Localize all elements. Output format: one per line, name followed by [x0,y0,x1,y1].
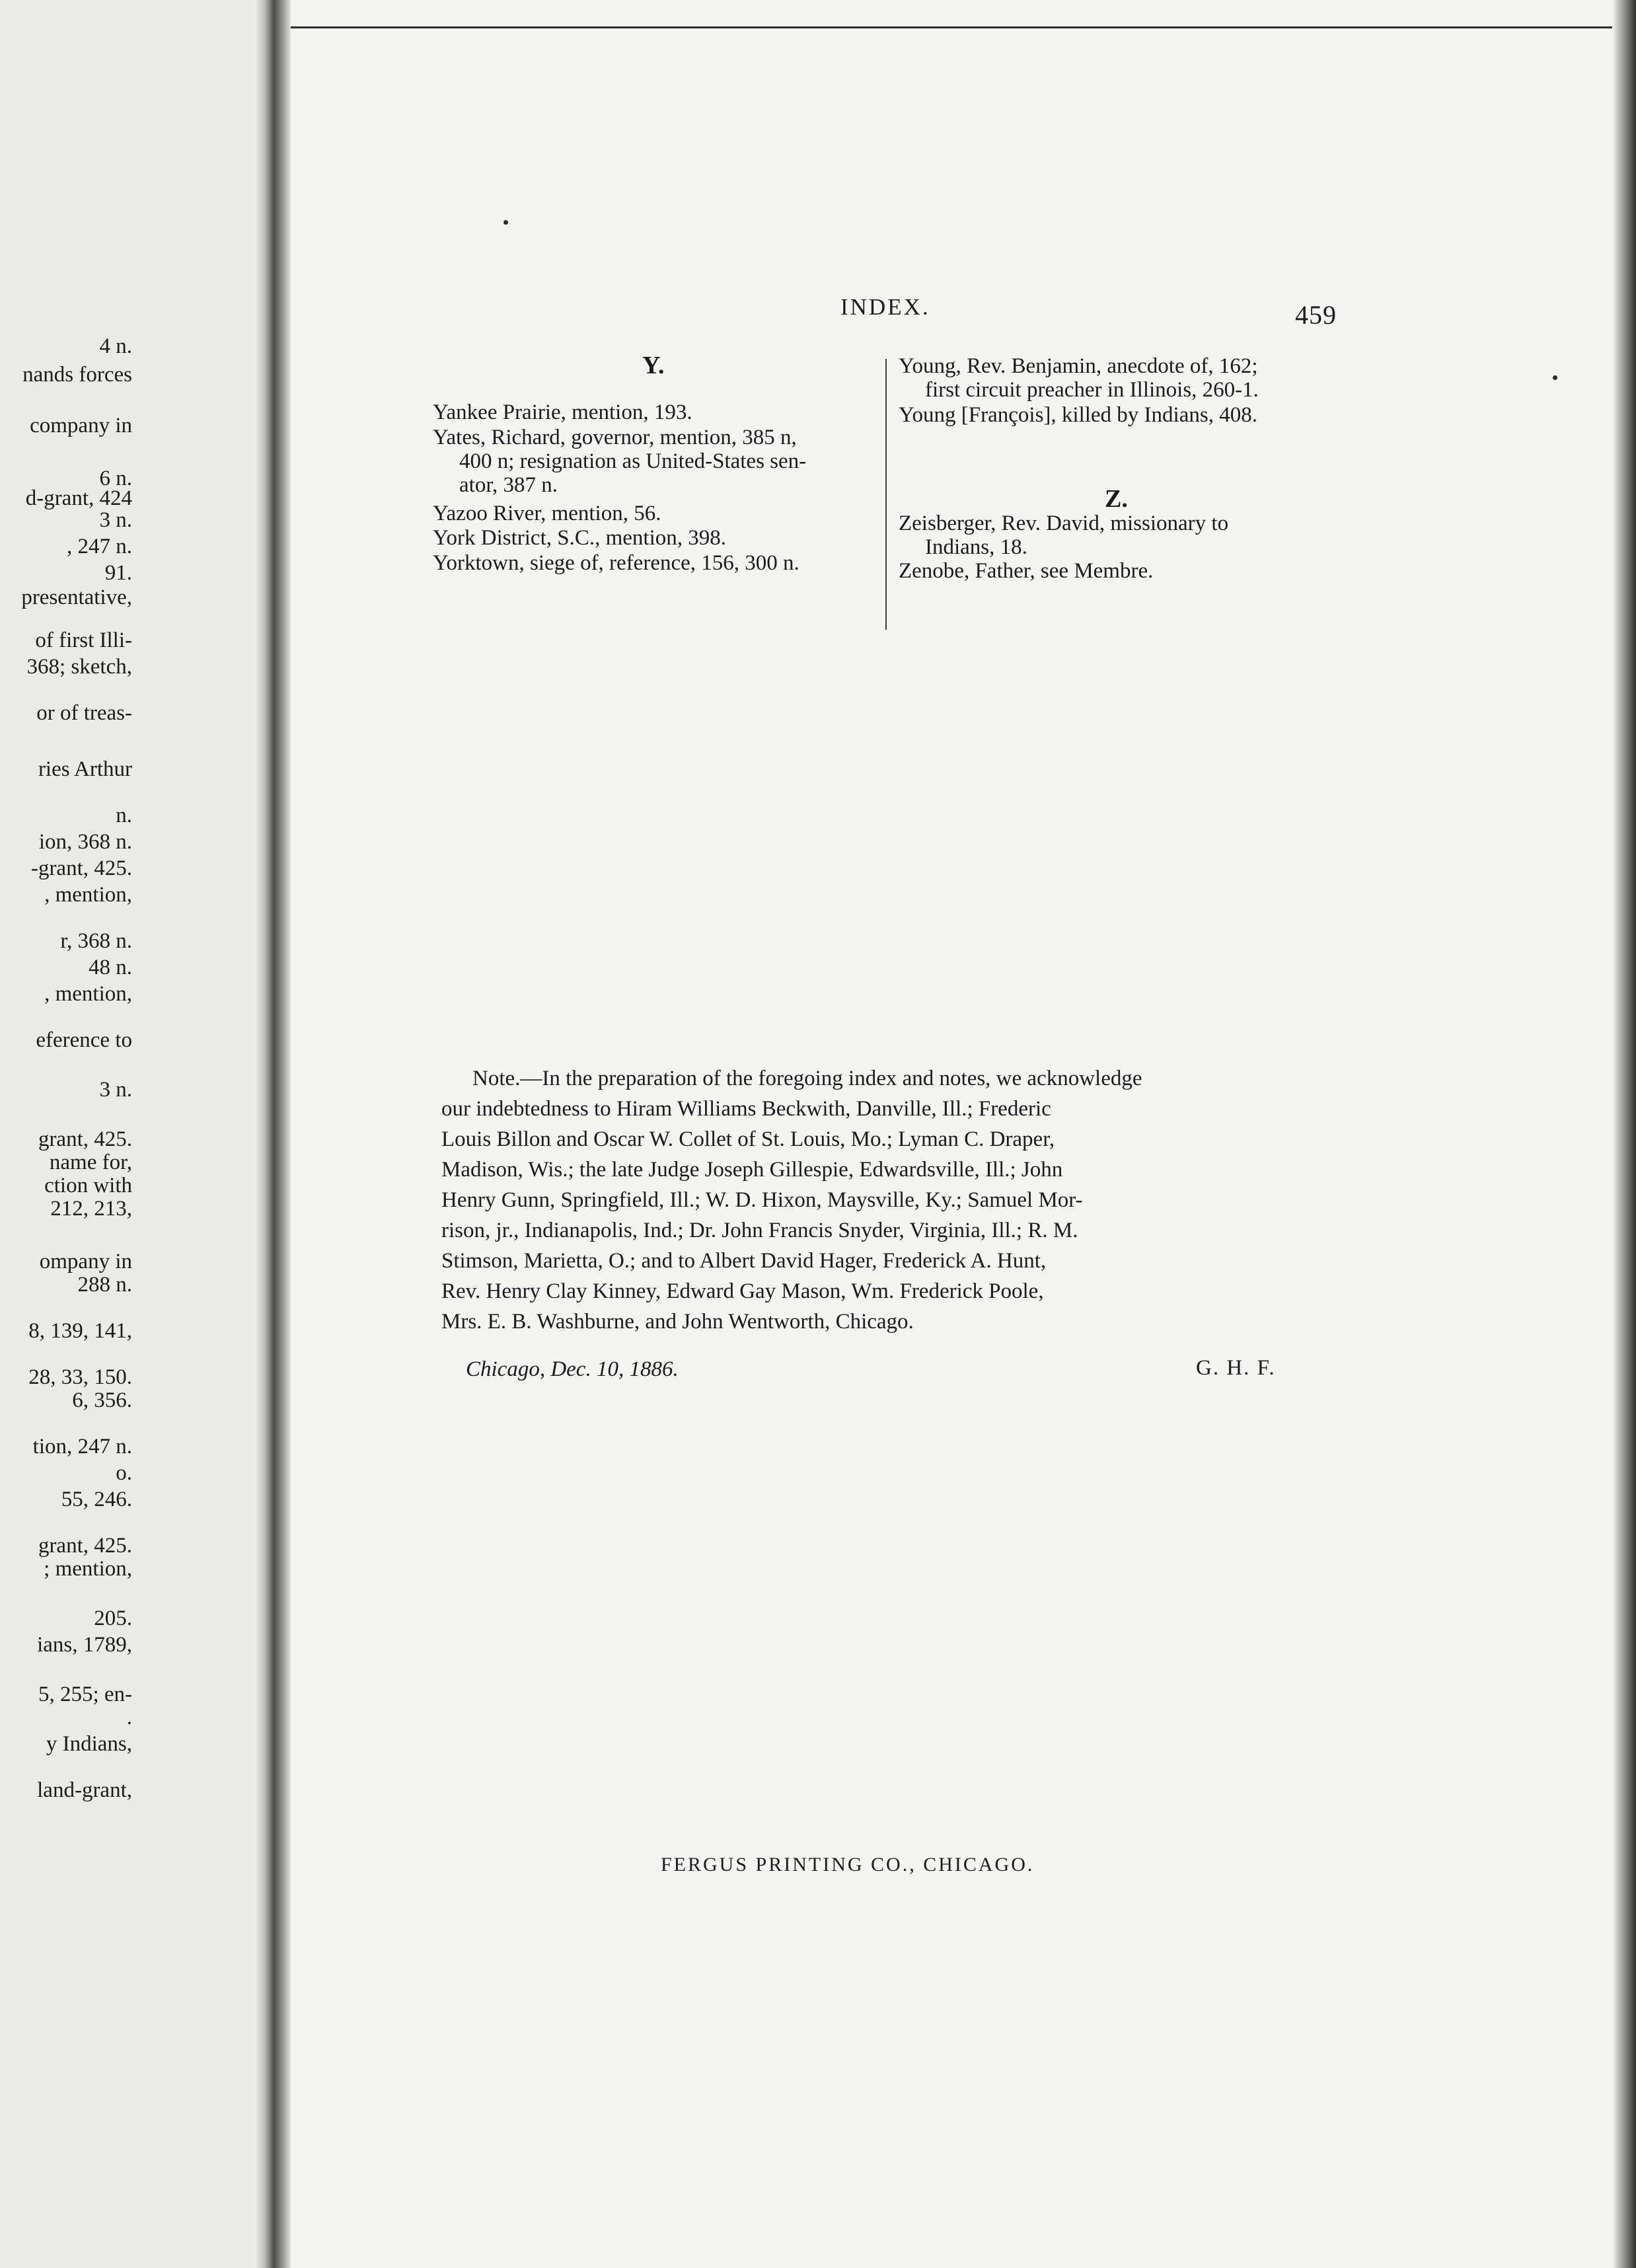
speck-mark [1553,375,1557,380]
left-page-text-fragment: 288 n. [77,1273,132,1297]
index-entry-line: Indians, 18. [925,535,1027,559]
left-page-text-fragment: company in [30,414,132,437]
left-page-text-fragment: nands forces [22,363,132,387]
left-page-text-fragment: 368; sketch, [26,655,132,679]
left-page-text-fragment: 3 n. [99,1078,132,1102]
left-page-text-fragment: , 247 n. [67,535,132,558]
right-page [291,26,1619,2268]
index-entry-line: Zenobe, Father, see Membre. [899,559,1154,583]
index-letter-y: Y. [642,352,665,379]
left-page-text-fragment: 28, 33, 150. [28,1365,132,1389]
left-page-text-fragment: 3 n. [99,508,132,532]
note-text-line: rison, jr., Indianapolis, Ind.; Dr. John Francis Snyder, Virginia, Ill.; R. M. [441,1219,1078,1242]
index-entry-line: 400 n; resignation as United-States sen- [459,449,807,473]
left-page-text-fragment: or of treas- [36,701,132,725]
left-page-text-fragment: 8, 139, 141, [28,1319,132,1343]
index-entry-line: first circuit preacher in Illinois, 260-1. [925,378,1259,402]
index-entry-line: Yorktown, siege of, reference, 156, 300 n. [433,551,799,575]
note-text-line: Louis Billon and Oscar W. Collet of St. Louis, Mo.; Lyman C. Draper, [441,1127,1055,1151]
page-edge-shadow [1612,0,1636,2268]
printer-imprint: FERGUS PRINTING CO., CHICAGO. [661,1854,1035,1875]
note-dateline: Chicago, Dec. 10, 1886. [466,1357,679,1381]
note-initials: G. H. F. [1196,1356,1276,1380]
note-text-line: Mrs. E. B. Washburne, and John Wentworth, Chicago. [441,1310,914,1334]
left-page-text-fragment: 205. [94,1606,132,1630]
left-page-text-fragment: ; mention, [44,1557,132,1581]
left-page-text-fragment: o. [116,1461,132,1485]
left-page-text-fragment: . [126,1706,132,1729]
left-page-text-fragment: n. [116,804,132,827]
note-text-line: Rev. Henry Clay Kinney, Edward Gay Mason, Wm. Frederick Poole, [441,1279,1044,1303]
index-entry-line: Yates, Richard, governor, mention, 385 n, [433,426,797,449]
left-page-text-fragment: grant, 425. [38,1534,132,1558]
left-page-text-fragment: 5, 255; en- [38,1682,132,1706]
left-page-text-fragment: y Indians, [46,1732,132,1756]
index-entry-line: York District, S.C., mention, 398. [433,526,727,550]
left-page-text-fragment: ion, 368 n. [38,830,132,854]
left-page-text-fragment: , mention, [44,982,132,1006]
index-entry-line: Zeisberger, Rev. David, missionary to [899,511,1229,535]
index-letter-z: Z. [1105,485,1128,513]
index-entry-line: Young [François], killed by Indians, 408. [899,403,1257,427]
left-page-text-fragment: , mention, [44,883,132,907]
left-page-text-fragment: 6 n. [99,467,132,490]
left-page-text-fragment: presentative, [21,586,132,609]
index-entry-line: Young, Rev. Benjamin, anecdote of, 162; [899,354,1258,378]
left-page-text-fragment: 91. [104,561,132,585]
left-page-text-fragment: ries Arthur [38,757,132,781]
left-page-text-fragment: 55, 246. [61,1488,132,1511]
column-divider [885,359,887,630]
note-text-line: our indebtedness to Hiram Williams Beckwith, Danville, Ill.; Frederic [441,1097,1051,1121]
left-page-text-fragment: ompany in [39,1250,132,1273]
book-gutter [254,0,291,2268]
speck-mark [503,220,508,225]
page-heading: INDEX. [840,294,930,320]
note-text-line: Henry Gunn, Springfield, Ill.; W. D. Hixon, Maysville, Ky.; Samuel Mor- [441,1188,1083,1212]
index-entry-line: Yankee Prairie, mention, 193. [433,400,692,424]
left-page-text-fragment: r, 368 n. [60,929,132,953]
left-page-text-fragment: 4 n. [99,334,132,358]
left-page-text-fragment: land-grant, [37,1778,132,1802]
left-page-text-fragment: -grant, 425. [30,856,132,880]
left-page-text-fragment: ction with [44,1174,132,1197]
left-page-text-fragment: 212, 213, [50,1197,132,1221]
page-number: 459 [1295,300,1337,330]
index-entry-line: Yazoo River, mention, 56. [433,502,661,525]
note-text-line: Stimson, Marietta, O.; and to Albert David Hager, Frederick A. Hunt, [441,1249,1047,1273]
left-page-text-fragment: eference to [36,1028,132,1052]
left-page-text-fragment: ians, 1789, [37,1633,132,1657]
left-page-text-fragment: of first Illi- [35,628,132,652]
note-text-line: Madison, Wis.; the late Judge Joseph Gillespie, Edwardsville, Ill.; John [441,1158,1063,1182]
left-page-fragment [0,0,264,2268]
left-page-text-fragment: tion, 247 n. [32,1435,132,1458]
left-page-text-fragment: 6, 356. [72,1388,132,1412]
index-entry-line: ator, 387 n. [459,473,558,497]
left-page-text-fragment: 48 n. [89,956,132,979]
left-page-text-fragment: d-grant, 424 [25,486,132,510]
note-text-line: Note.—In the preparation of the foregoing index and notes, we acknowledge [472,1067,1142,1090]
left-page-text-fragment: name for, [49,1151,132,1174]
left-page-text-fragment: grant, 425. [38,1127,132,1151]
